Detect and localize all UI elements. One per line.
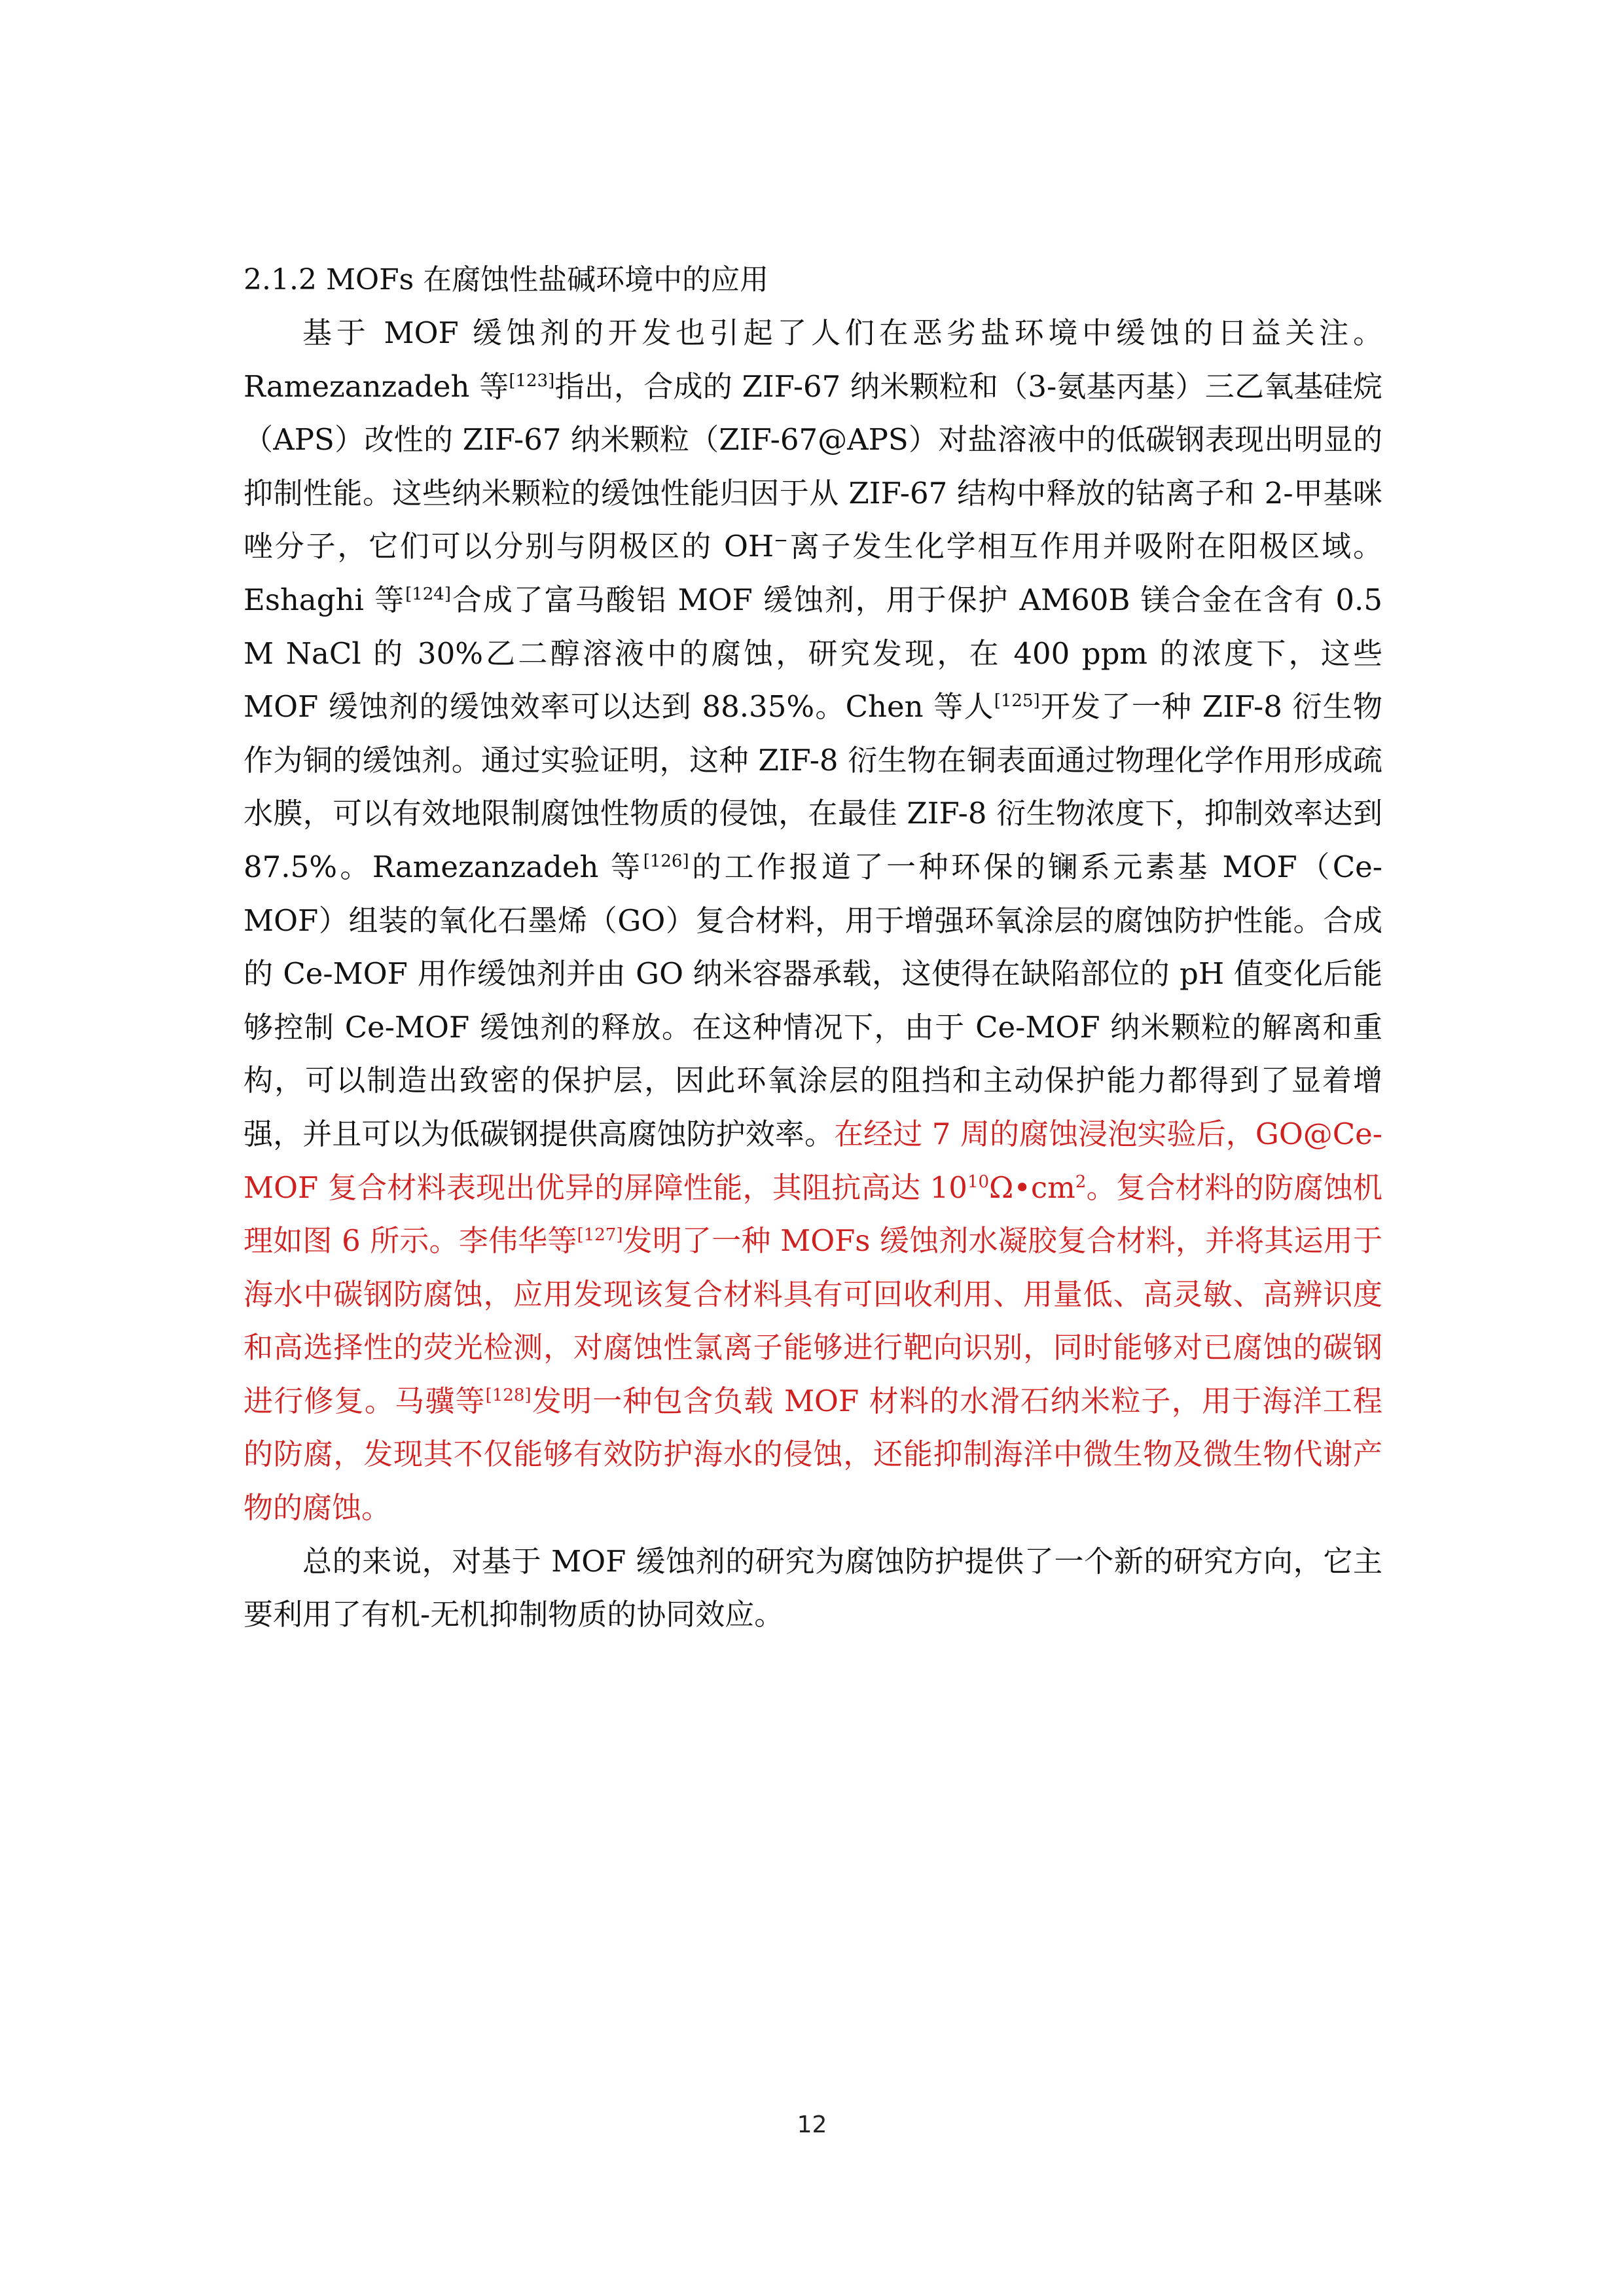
p1-text-3: 离子发生化学相互作用并吸附在阳极区域。Eshaghi 等: [244, 529, 1382, 617]
p1-red-4: 发明了一种 MOFs 缓蚀剂水凝胶复合材料，并将其运用于海水中碳钢防腐蚀，应用发现该复合材料具有可回收利用、用量低、高灵敏、高辨识度和高选择性的荧光检测，对腐蚀性氯离子能够进行靶向识别，同时能够对已腐蚀的碳钢进行修复。马骥等: [244, 1223, 1382, 1418]
impedance-exponent: 10: [967, 1172, 990, 1192]
citation-128: [128]: [485, 1385, 532, 1405]
paragraph-2: 总的来说，对基于 MOF 缓蚀剂的研究为腐蚀防护提供了一个新的研究方向，它主要利用了有机-无机抑制物质的协同效应。: [244, 1543, 1382, 1632]
oh-charge: −: [774, 531, 788, 551]
unit-exponent: 2: [1075, 1172, 1087, 1192]
page-number: 12: [797, 2111, 827, 2138]
page-body: [244, 254, 1382, 1641]
citation-124: [124]: [405, 584, 451, 604]
p1-red-3: 。复合材料的防腐蚀机理如图 6 所示。李伟华等: [244, 1170, 1382, 1259]
section-heading: 2.1.2 MOFs 在腐蚀性盐碱环境中的应用: [244, 263, 769, 296]
p1-text-5: 开发了一种 ZIF-8 衍生物作为铜的缓蚀剂。通过实验证明，这种 ZIF-8 衍生物在铜表面通过物理化学作用形成疏水膜，可以有效地限制腐蚀性物质的侵蚀，在最佳 ZIF-8 衍生物浓度下，抑制效率达到 87.5%。Ramezanzadeh 等: [244, 689, 1382, 884]
citation-125: [125]: [994, 691, 1040, 711]
citation-126: [126]: [643, 851, 689, 871]
p1-red-2: Ω•cm: [989, 1170, 1075, 1205]
p1-text-2: 指出，合成的 ZIF-67 纳米颗粒和（3-氨基丙基）三乙氧基硅烷（APS）改性的 ZIF-67 纳米颗粒（ZIF-67@APS）对盐溶液中的低碳钢表现出明显的抑制性能。这些纳米颗粒的缓蚀性能归因于从 ZIF-67 结构中释放的钴离子和 2-甲基咪唑分子，它们可以分别与阴极区的 OH: [244, 368, 1383, 564]
highlighted-text: [244, 1117, 1382, 1525]
p1-text-6: 的工作报道了一种环保的镧系元素基 MOF（Ce-MOF）组装的氧化石墨烯（GO）复合材料，用于增强环氧涂层的腐蚀防护性能。合成的 Ce-MOF 用作缓蚀剂并由 GO 纳米容器承载，这使得在缺陷部位的 pH 值变化后能够控制 Ce-MOF 缓蚀剂的释放。在这种情况下，由于 Ce-MOF 纳米颗粒的解离和重构，可以制造出致密的保护层，因此环氧涂层的阻挡和主动保护能力都得到了显着增强，并且可以为低碳钢提供高腐蚀防护效率。: [244, 849, 1382, 1151]
p1-text-4: 合成了富马酸铝 MOF 缓蚀剂，用于保护 AM60B 镁合金在含有 0.5 M NaCl 的 30%乙二醇溶液中的腐蚀，研究发现，在 400 ppm 的浓度下，这些 MOF 缓蚀剂的缓蚀效率可以达到 88.35%。Chen 等人: [244, 582, 1382, 725]
p1-text-1: 基于 MOF 缓蚀剂的开发也引起了人们在恶劣盐环境中缓蚀的日益关注。Ramezanzadeh 等: [244, 315, 1382, 404]
p1-red-5: 发明一种包含负载 MOF 材料的水滑石纳米粒子，用于海洋工程的防腐，发现其不仅能够有效防护海水的侵蚀，还能抑制海洋中微生物及微生物代谢产物的腐蚀。: [244, 1383, 1382, 1526]
p1-red-1: 在经过 7 周的腐蚀浸泡实验后，GO@Ce-MOF 复合材料表现出优异的屏障性能，其阻抗高达 10: [244, 1116, 1382, 1205]
citation-127: [127]: [577, 1225, 623, 1246]
paragraph-1: [244, 306, 1382, 1535]
citation-123: [123]: [509, 370, 555, 391]
